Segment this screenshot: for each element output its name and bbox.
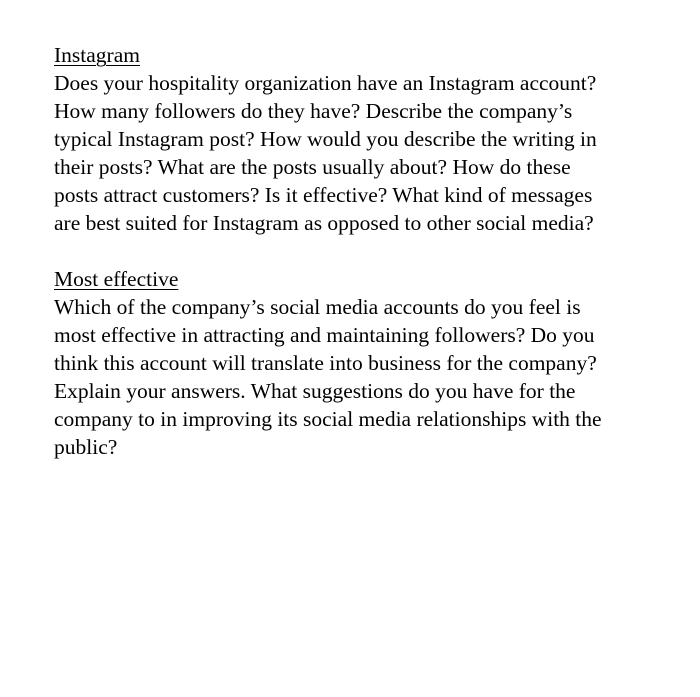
text-line: are best suited for Instagram as opposed to other social media?	[54, 211, 594, 235]
text-line: Explain your answers. What suggestions do you have for the	[54, 379, 576, 403]
text-line: most effective in attracting and maintaining followers? Do you	[54, 323, 595, 347]
text-line: their posts? What are the posts usually about? How do these	[54, 155, 571, 179]
most-effective-question-text	[54, 293, 684, 461]
text-line: think this account will translate into business for the company?	[54, 351, 597, 375]
most-effective-section	[54, 265, 684, 461]
instagram-question-text	[54, 69, 684, 237]
text-line: Does your hospitality organization have an Instagram account?	[54, 71, 597, 95]
instagram-section	[54, 41, 684, 237]
text-line: Which of the company’s social media accounts do you feel is	[54, 295, 581, 319]
section-heading-instagram: Instagram	[54, 43, 140, 67]
text-line: company to in improving its social media relationships with the	[54, 407, 602, 431]
document-page	[54, 41, 684, 461]
text-line: typical Instagram post? How would you describe the writing in	[54, 127, 597, 151]
text-line: public?	[54, 435, 118, 459]
text-line: How many followers do they have? Describe the company’s	[54, 99, 573, 123]
text-line: posts attract customers? Is it effective? What kind of messages	[54, 183, 593, 207]
section-heading-most-effective: Most effective	[54, 267, 179, 291]
